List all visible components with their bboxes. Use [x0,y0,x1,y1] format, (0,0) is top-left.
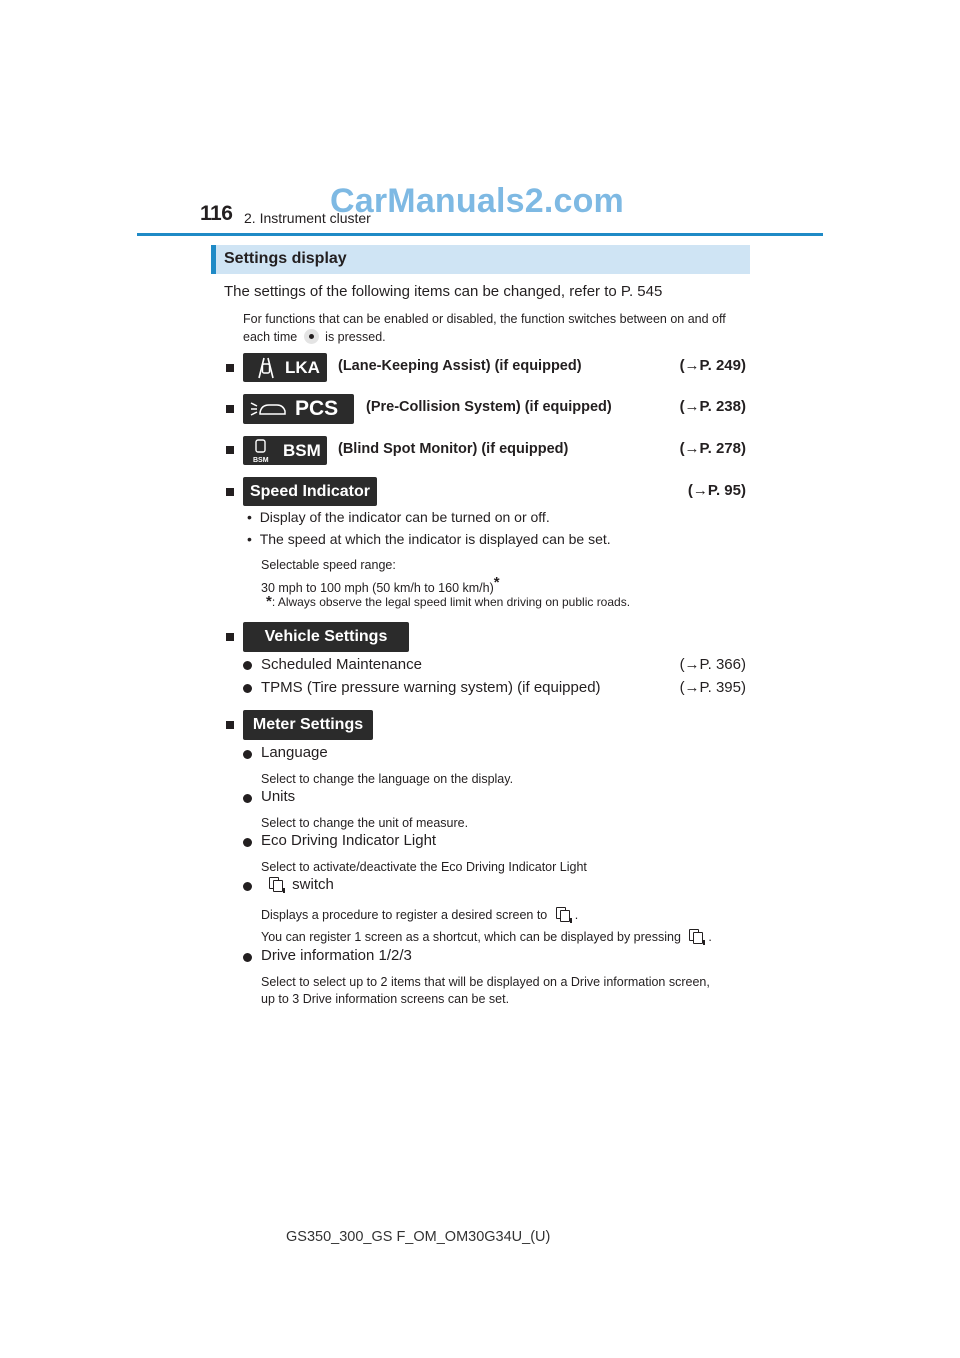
lka-label: (Lane-Keeping Assist) (if equipped) [338,358,582,374]
bsm-label: (Blind Spot Monitor) (if equipped) [338,441,569,457]
section-accent [211,245,216,274]
square-bullet [226,721,234,729]
switch-label: switch [292,876,334,893]
scheduled-maintenance-label: Scheduled Maintenance [261,656,422,673]
vehicle-settings-display-text: Vehicle Settings [264,628,388,645]
chapter-title: 2. Instrument cluster [244,210,371,226]
pcs-label: (Pre-Collision System) (if equipped) [366,399,612,415]
bullet-mark: • [247,509,260,525]
square-bullet [226,488,234,496]
speed-indicator-display-text: Speed Indicator [249,482,371,500]
language-desc: Select to change the language on the display. [261,772,514,786]
speed-indicator-display-image [243,477,377,506]
drive-info-desc-2: up to 3 Drive information screens can be set. [261,992,510,1006]
section-title: Settings display [224,250,347,267]
scheduled-maintenance-ref: (→P. 366) [679,656,746,673]
tpms-ref: (→P. 395) [679,679,746,696]
note-text-before: For functions that can be enabled or disabled, the function switches between on and off each time [243,312,726,344]
copy-screen-icon [555,906,571,922]
square-bullet [226,405,234,413]
pcs-icon [249,397,289,421]
copy-screen-icon [688,928,704,944]
speed-range-label: Selectable speed range: [261,558,396,572]
round-bullet [243,953,252,962]
lka-ref: (→P. 249) [679,357,746,374]
drive-info-desc-1: Select to select up to 2 items that will be displayed on a Drive information screen, [261,975,710,989]
switch-desc-1-text: Displays a procedure to register a desired screen to [261,908,548,922]
lka-display-image [243,353,327,382]
pcs-display-image [243,394,354,424]
round-bullet [243,882,252,891]
watermark: CarManuals2.com [330,182,624,220]
speed-bullet-1 [247,509,550,525]
switch-entry [264,876,334,893]
header-rule [137,233,823,236]
bsm-icon [251,438,277,464]
speed-bullet-2 [247,531,611,547]
footnote-mark: * [493,574,500,591]
bsm-ref: (→P. 278) [679,440,746,457]
switch-desc-1 [261,905,578,926]
units-desc: Select to change the unit of measure. [261,816,469,830]
tpms-label: TPMS (Tire pressure warning system) (if equipped) [261,679,601,696]
square-bullet [226,364,234,372]
meter-settings-display-text: Meter Settings [252,716,364,733]
speed-bullet-1-text: Display of the indicator can be turned on or off. [259,509,550,525]
speed-indicator-ref: (→P. 95) [687,482,746,499]
round-bullet [243,684,252,693]
speed-bullet-2-text: The speed at which the indicator is displayed can be set. [259,531,611,547]
intro-note [243,310,748,346]
footnote-mark: * [266,593,272,610]
switch-desc-2-text: You can register 1 screen as a shortcut, which can be displayed by pressing [261,930,681,944]
eco-desc: Select to activate/deactivate the Eco Driving Indicator Light [261,860,587,874]
bsm-display-image [243,436,327,465]
speed-footnote-text: : Always observe the legal speed limit when driving on public roads. [271,595,631,609]
lka-icon [253,356,279,380]
switch-desc-1-end: . [574,908,579,922]
switch-desc-2-end: . [708,930,712,944]
document-code: GS350_300_GS F_OM_OM30G34U_(U) [286,1229,551,1245]
lka-display-text: LKA [285,357,320,377]
page-number: 116 [200,202,233,225]
square-bullet [226,446,234,454]
drive-info-label: Drive information 1/2/3 [261,947,412,964]
bullet-mark: • [247,531,260,547]
vehicle-settings-display-image [243,622,409,652]
intro-text: The settings of the following items can be changed, refer to P. 545 [224,283,663,300]
pcs-display-text: PCS [295,397,339,420]
svg-text:BSM: BSM [253,456,269,464]
pcs-ref: (→P. 238) [679,398,746,415]
speed-range-value [261,574,500,595]
note-text-after: is pressed. [325,330,386,344]
enter-button-icon [304,329,319,344]
copy-screen-icon [268,876,284,892]
round-bullet [243,838,252,847]
round-bullet [243,794,252,803]
speed-footnote [266,593,630,610]
language-label: Language [261,744,328,761]
round-bullet [243,750,252,759]
units-label: Units [261,788,296,805]
speed-range-value-text: 30 mph to 100 mph (50 km/h to 160 km/h) [261,581,494,596]
switch-desc-2 [261,927,712,948]
bsm-display-text: BSM [283,440,321,460]
meter-settings-display-image [243,710,373,740]
eco-label: Eco Driving Indicator Light [261,832,437,849]
round-bullet [243,661,252,670]
square-bullet [226,633,234,641]
